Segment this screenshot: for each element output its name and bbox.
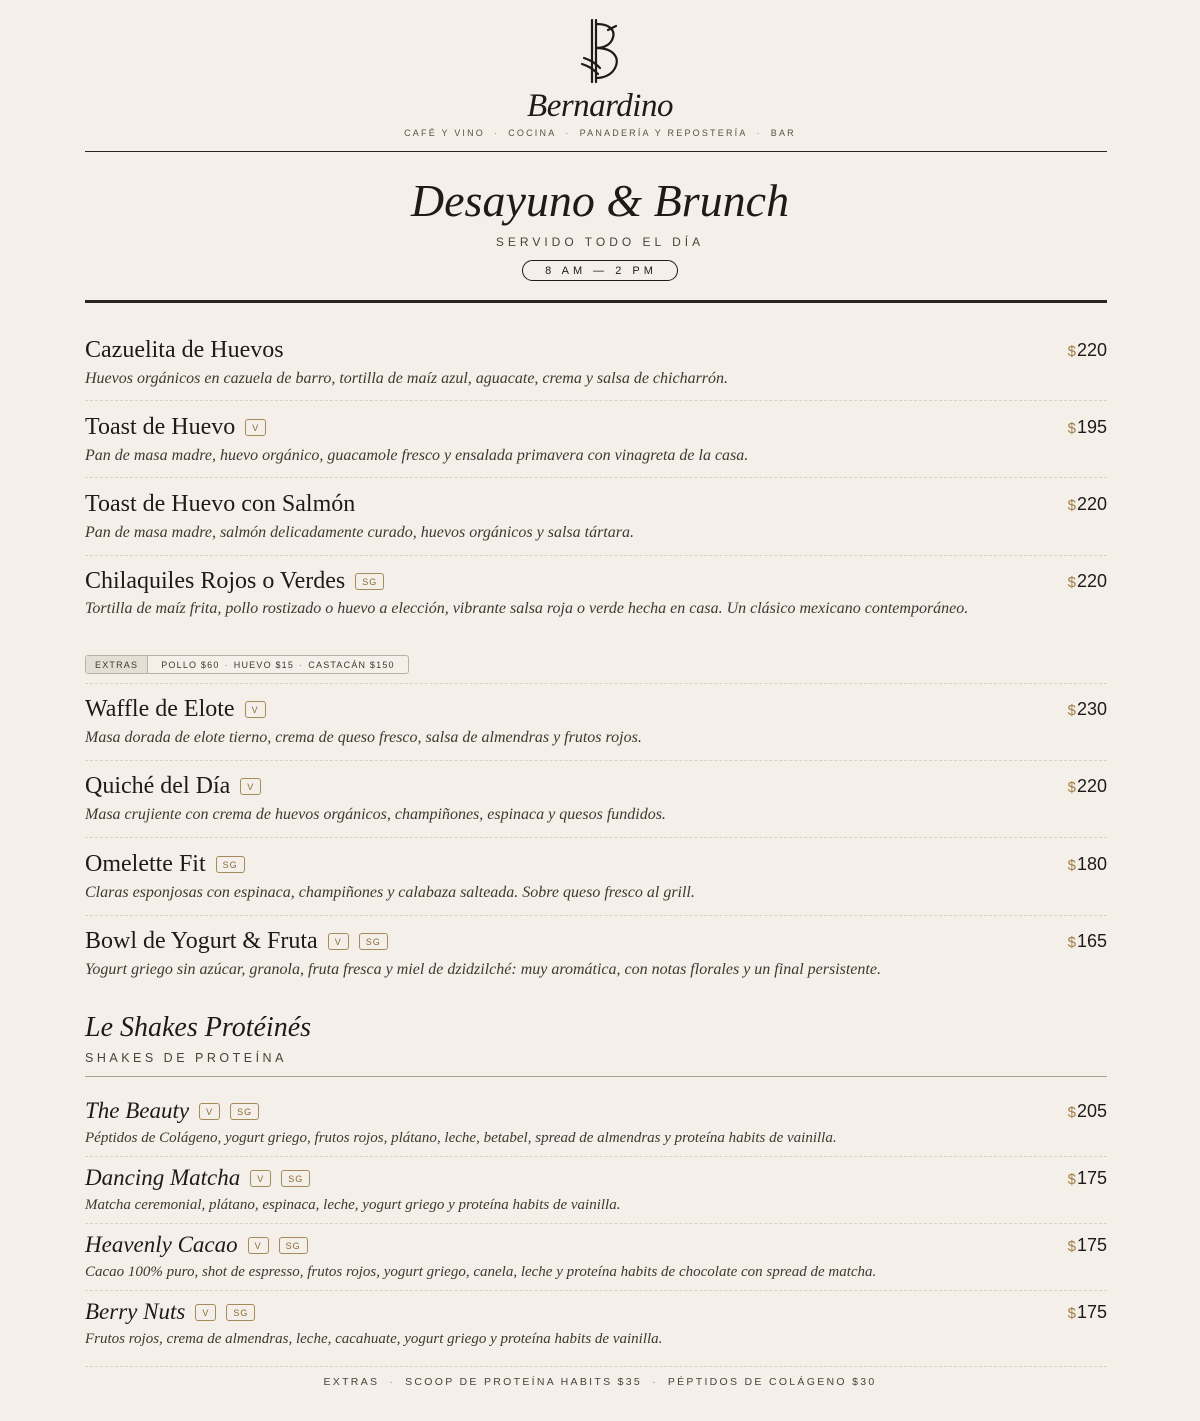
gluten-free-badge: SG bbox=[355, 573, 384, 590]
item-price bbox=[1068, 1168, 1107, 1189]
menu-item bbox=[85, 927, 1107, 982]
price-value: 220 bbox=[1076, 776, 1107, 796]
item-description: Yogurt griego sin azúcar, granola, fruta fresca y miel de dzidzilché: muy aromática, con notas florales y un final persistente. bbox=[85, 961, 881, 978]
item-description: Cacao 100% puro, shot de espresso, frutos rojos, yogurt griego, canela, leche y proteína habits de chocolate con spread de matcha. bbox=[85, 1264, 877, 1280]
currency-symbol: $ bbox=[1067, 1104, 1076, 1121]
gluten-free-badge: SG bbox=[281, 1170, 310, 1187]
item-name: Cazuelita de Huevos bbox=[85, 337, 284, 363]
header-divider bbox=[85, 151, 1107, 152]
item-divider bbox=[85, 400, 1107, 401]
hours-pill: 8 AM — 2 PM bbox=[522, 260, 678, 281]
extras-values: POLLO $60 · HUEVO $15 · CASTACÁN $150 bbox=[161, 659, 395, 670]
item-divider bbox=[85, 683, 1107, 684]
item-description: Matcha ceremonial, plátano, espinaca, leche, yogurt griego y proteína habits de vainilla. bbox=[85, 1197, 621, 1213]
vegetarian-badge: V bbox=[195, 1304, 216, 1321]
price-value: 205 bbox=[1076, 1101, 1107, 1121]
item-price bbox=[1068, 1101, 1107, 1122]
item-price bbox=[1068, 776, 1107, 797]
gluten-free-badge: SG bbox=[359, 933, 388, 950]
item-price bbox=[1068, 571, 1107, 592]
item-divider bbox=[85, 1290, 1107, 1291]
vegetarian-badge: V bbox=[245, 701, 266, 718]
gluten-free-badge: SG bbox=[230, 1103, 259, 1120]
item-description: Pan de masa madre, huevo orgánico, guacamole fresco y ensalada primavera con vinagreta de la casa. bbox=[85, 447, 749, 464]
item-price bbox=[1068, 494, 1107, 515]
vegetarian-badge: V bbox=[250, 1170, 271, 1187]
item-name: Berry Nuts bbox=[85, 1299, 186, 1324]
tagline-cafe: CAFÉ Y VINO bbox=[404, 128, 485, 138]
shake-item bbox=[85, 1231, 1107, 1283]
item-name: Bowl de Yogurt & Fruta bbox=[85, 928, 318, 954]
item-description: Frutos rojos, crema de almendras, leche, cacahuate, yogurt griego y proteína habits de vainilla. bbox=[85, 1331, 663, 1347]
tagline-bar: BAR bbox=[770, 128, 796, 138]
currency-symbol: $ bbox=[1067, 934, 1076, 951]
menu-item bbox=[85, 850, 1107, 905]
item-description: Masa crujiente con crema de huevos orgánicos, champiñones, espinaca y quesos fundidos. bbox=[85, 806, 666, 823]
menu-item bbox=[85, 413, 1107, 468]
price-value: 175 bbox=[1076, 1235, 1107, 1255]
item-name: Chilaquiles Rojos o Verdes bbox=[85, 568, 346, 594]
item-name: Omelette Fit bbox=[85, 851, 206, 877]
item-divider bbox=[85, 915, 1107, 916]
item-name: Toast de Huevo bbox=[85, 414, 236, 440]
price-value: 165 bbox=[1076, 931, 1107, 951]
currency-symbol: $ bbox=[1067, 497, 1076, 514]
currency-symbol: $ bbox=[1067, 574, 1076, 591]
gluten-free-badge: SG bbox=[226, 1304, 255, 1321]
item-name: Dancing Matcha bbox=[85, 1165, 241, 1190]
item-divider bbox=[85, 837, 1107, 838]
shake-item bbox=[85, 1298, 1107, 1350]
item-price bbox=[1068, 854, 1107, 875]
menu-item bbox=[85, 772, 1107, 827]
item-price bbox=[1068, 931, 1107, 952]
item-price bbox=[1068, 417, 1107, 438]
item-description: Huevos orgánicos en cazuela de barro, tortilla de maíz azul, aguacate, crema y salsa de chicharrón. bbox=[85, 370, 729, 387]
brand-tagline: CAFÉ Y VINO · COCINA · PANADERÍA Y REPOSTERÍA · BAR bbox=[404, 128, 796, 138]
currency-symbol: $ bbox=[1067, 857, 1076, 874]
currency-symbol: $ bbox=[1067, 420, 1076, 437]
vegetarian-badge: V bbox=[328, 933, 349, 950]
currency-symbol: $ bbox=[1067, 343, 1076, 360]
tagline-panaderia: PANADERÍA Y REPOSTERÍA bbox=[579, 128, 748, 138]
item-divider bbox=[85, 477, 1107, 478]
currency-symbol: $ bbox=[1067, 702, 1076, 719]
chilaquiles-extras bbox=[85, 655, 409, 674]
currency-symbol: $ bbox=[1067, 779, 1076, 796]
vegetarian-badge: V bbox=[240, 778, 261, 795]
currency-symbol: $ bbox=[1067, 1305, 1076, 1322]
shakes-title: Le Shakes Protéinés bbox=[85, 1012, 312, 1043]
item-name: Toast de Huevo con Salmón bbox=[85, 491, 356, 517]
footer-divider bbox=[85, 1366, 1107, 1367]
shake-item bbox=[85, 1164, 1107, 1216]
shake-item bbox=[85, 1097, 1107, 1149]
price-value: 220 bbox=[1076, 571, 1107, 591]
section-divider bbox=[85, 300, 1107, 303]
shakes-divider bbox=[85, 1076, 1107, 1077]
served-note: SERVIDO TODO EL DÍA bbox=[495, 235, 705, 249]
item-price bbox=[1068, 699, 1107, 720]
price-value: 230 bbox=[1076, 699, 1107, 719]
vegetarian-badge: V bbox=[248, 1237, 269, 1254]
item-price bbox=[1068, 340, 1107, 361]
currency-symbol: $ bbox=[1067, 1238, 1076, 1255]
b-monogram-icon bbox=[578, 18, 622, 86]
item-description: Pan de masa madre, salmón delicadamente curado, huevos orgánicos y salsa tártara. bbox=[85, 524, 634, 541]
item-description: Claras esponjosas con espinaca, champiñones y calabaza salteada. Sobre queso fresco al grill. bbox=[85, 884, 695, 901]
menu-item bbox=[85, 567, 1107, 645]
shakes-subtitle: SHAKES DE PROTEÍNA bbox=[85, 1051, 287, 1065]
item-name: Waffle de Elote bbox=[85, 696, 235, 722]
menu-item bbox=[85, 490, 1107, 545]
extras-label: EXTRAS bbox=[86, 656, 148, 673]
item-divider bbox=[85, 555, 1107, 556]
item-divider bbox=[85, 1223, 1107, 1224]
vegetarian-badge: V bbox=[199, 1103, 220, 1120]
price-value: 175 bbox=[1076, 1168, 1107, 1188]
item-name: Quiché del Día bbox=[85, 773, 231, 799]
price-value: 220 bbox=[1076, 340, 1107, 360]
gluten-free-badge: SG bbox=[216, 856, 245, 873]
price-value: 180 bbox=[1076, 854, 1107, 874]
shakes-extras: EXTRAS · SCOOP DE PROTEÍNA HABITS $35 · PÉPTIDOS DE COLÁGENO $30 bbox=[323, 1376, 877, 1388]
item-divider bbox=[85, 1156, 1107, 1157]
menu-item bbox=[85, 336, 1107, 391]
item-description: Péptidos de Colágeno, yogurt griego, frutos rojos, plátano, leche, betabel, spread de almendras y proteína habits de vainilla. bbox=[85, 1130, 837, 1146]
currency-symbol: $ bbox=[1067, 1171, 1076, 1188]
item-price bbox=[1068, 1235, 1107, 1256]
brand-name: Bernardino bbox=[527, 88, 673, 124]
vegetarian-badge: V bbox=[245, 419, 266, 436]
gluten-free-badge: SG bbox=[279, 1237, 308, 1254]
item-description: Masa dorada de elote tierno, crema de queso fresco, salsa de almendras y frutos rojos. bbox=[85, 729, 642, 746]
item-description: Tortilla de maíz frita, pollo rostizado o huevo a elección, vibrante salsa roja o verde hecha en casa. Un clásico mexicano contemporáneo. bbox=[85, 600, 969, 617]
item-divider bbox=[85, 760, 1107, 761]
price-value: 220 bbox=[1076, 494, 1107, 514]
tagline-cocina: COCINA bbox=[508, 128, 557, 138]
price-value: 195 bbox=[1076, 417, 1107, 437]
bernardino-logo bbox=[0, 18, 1200, 86]
item-name: Heavenly Cacao bbox=[85, 1232, 238, 1257]
item-price bbox=[1068, 1302, 1107, 1323]
item-name: The Beauty bbox=[85, 1098, 190, 1123]
menu-item bbox=[85, 695, 1107, 750]
price-value: 175 bbox=[1076, 1302, 1107, 1322]
section-title: Desayuno & Brunch bbox=[410, 175, 790, 226]
